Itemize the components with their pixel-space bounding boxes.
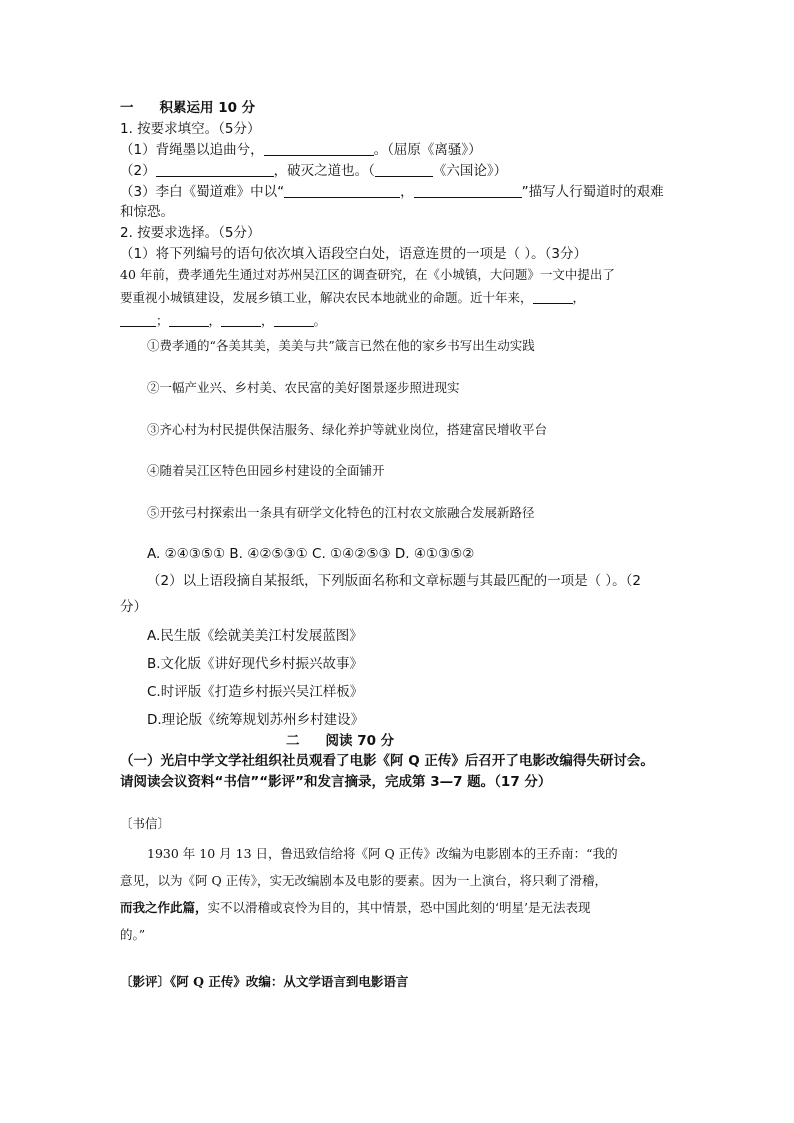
letter-line3-rest: 实不以滑稽或哀怜为目的，其中情景，恐中国此刻的‘明星’是无法表现 <box>207 900 591 915</box>
q2-sentence-5: ⑤开弦弓村探索出一条具有研学文化特色的江村农文旅融合发展新路径 <box>147 505 535 520</box>
q2-sub2-line1: （2）以上语段摘自某报纸，下列版面名称和文章标题与其最匹配的一项是（ ）。（2 <box>147 573 641 589</box>
q2-title: 2. 按要求选择。（5分） <box>120 225 261 241</box>
section2-intro-line2: 请阅读会议资料“书信”“影评”和发言摘录，完成第 3—7 题。（17 分） <box>120 774 552 790</box>
q1-title: 1. 按要求填空。（5分） <box>120 121 261 137</box>
q1-item2-blank[interactable] <box>156 162 274 177</box>
q2-sub2-option-c: C.时评版《打造乡村振兴吴江样板》 <box>147 684 364 700</box>
q2-blank-5[interactable] <box>274 312 314 327</box>
q1-item3-cont: 和惊恐。 <box>120 204 174 220</box>
q2-period: 。 <box>313 313 327 328</box>
q2-sub2-line2: 分） <box>120 599 147 615</box>
q2-sentence-2: ②一幅产业兴、乡村美、农民富的美好图景逐步照进现实 <box>147 380 460 395</box>
q1-item3 <box>120 183 664 201</box>
letter-line3 <box>120 899 590 917</box>
q2-sentence-3: ③齐心村为村民提供保洁服务、绿化养护等就业岗位，搭建富民增收平台 <box>147 422 548 437</box>
q2-sub2-option-b: B.文化版《讲好现代乡村振兴故事》 <box>147 656 364 672</box>
q1-item3-tail: ”描写人行蜀道时的艰难 <box>521 184 664 200</box>
q2-semicolon: ； <box>156 313 169 328</box>
q1-item3-text: （3）李白《蜀道难》中以“ <box>120 184 285 200</box>
q2-paragraph-line2 <box>120 289 585 307</box>
q1-item2-text: ，破灭之道也。（ <box>273 163 375 179</box>
letter-label: 〔书信〕 <box>120 816 171 831</box>
q1-item3-blank2[interactable] <box>414 183 522 198</box>
q1-item3-blank1[interactable] <box>284 183 400 198</box>
q2-sub2-option-a: A.民生版《绘就美美江村发展蓝图》 <box>147 628 363 644</box>
section2-title: 阅读 70 分 <box>325 733 395 749</box>
letter-line3-bold: 而我之作此篇， <box>120 900 208 915</box>
q2-blank-1[interactable] <box>533 289 573 304</box>
q1-item2 <box>120 162 507 180</box>
q2-blank-3[interactable] <box>169 312 209 327</box>
q1-item3-comma: ， <box>400 184 414 200</box>
q2-choices: A. ②④③⑤① B. ④②⑤③① C. ①④②⑤③ D. ④①③⑤② <box>147 546 475 562</box>
q2-paragraph-line1: 40 年前，费孝通先生通过对苏州吴江区的调查研究，在《小城镇，大问题》一文中提出了 <box>120 267 615 282</box>
q1-item1-text: （1）背绳墨以追曲兮， <box>120 142 264 158</box>
q2-blank-4[interactable] <box>221 312 261 327</box>
section2-heading <box>286 732 394 750</box>
section1-number: 一 <box>120 100 134 116</box>
q1-item2-source: 《六国论》） <box>432 163 508 179</box>
q1-item2-author-blank[interactable] <box>375 162 433 177</box>
q1-item1-source: 。（屈原《离骚》） <box>373 142 482 158</box>
section1-heading <box>120 99 255 117</box>
q2-sentence-1: ①费孝通的“各美其美，美美与共”箴言已然在他的家乡书写出生动实践 <box>147 338 535 353</box>
q1-item2-prefix: （2） <box>120 163 156 179</box>
q2-paragraph-text: 要重视小城镇建设，发展乡镇工业，解决农民本地就业的命题。近十年来， <box>120 290 533 305</box>
q2-comma-3: ， <box>261 313 274 328</box>
q2-paragraph-line3 <box>120 312 326 330</box>
section1-title: 积累运用 10 分 <box>159 100 256 116</box>
q2-comma-2: ， <box>208 313 222 328</box>
letter-line1: 1930 年 10 月 13 日，鲁迅致信给将《阿 Q 正传》改编为电影剧本的王乔南：“我的 <box>147 846 618 861</box>
q1-item1 <box>120 141 482 159</box>
section2-number: 二 <box>286 733 300 749</box>
letter-line2: 意见，以为《阿 Q 正传》，实无改编剧本及电影的要素。因为一上演台，将只剩了滑稽， <box>120 873 607 888</box>
q2-blank-2[interactable] <box>120 312 156 327</box>
q2-sentence-4: ④随着吴江区特色田园乡村建设的全面铺开 <box>147 463 385 478</box>
q2-comma: ， <box>572 290 586 305</box>
section2-intro-line1: （一）光启中学文学社组织社员观看了电影《阿 Q 正传》后召开了电影改编得失研讨会。 <box>120 753 654 769</box>
q2-sub1: （1）将下列编号的语句依次填入语段空白处，语意连贯的一项是（ ）。（3分） <box>120 246 587 262</box>
q2-sub2-option-d: D.理论版《统筹规划苏州乡村建设》 <box>147 712 365 728</box>
review-title: 〔影评〕《阿 Q 正传》改编：从文学语言到电影语言 <box>120 974 409 989</box>
letter-line4: 的。” <box>120 927 146 942</box>
q1-item1-blank[interactable] <box>264 141 374 156</box>
